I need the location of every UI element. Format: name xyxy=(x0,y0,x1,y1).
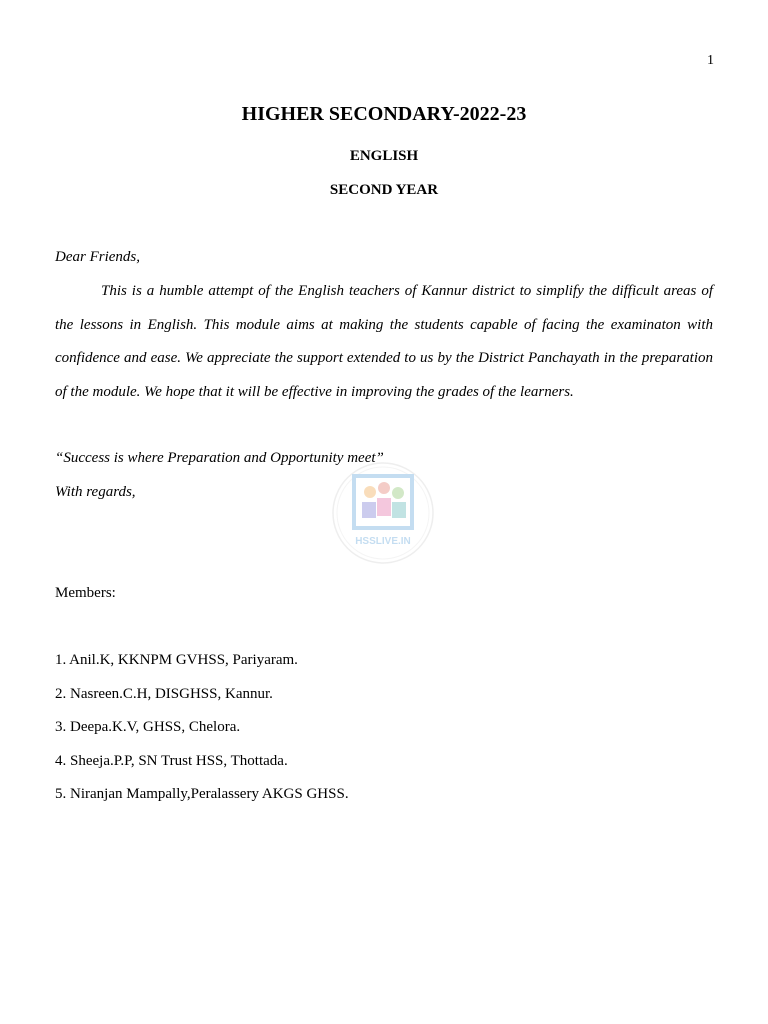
member-item: 1. Anil.K, KKNPM GVHSS, Pariyaram. xyxy=(55,652,298,668)
member-item: 4. Sheeja.P.P, SN Trust HSS, Thottada. xyxy=(55,752,288,769)
member-list xyxy=(55,644,349,812)
body-paragraph: This is a humble attempt of the English teachers of Kannur district to simplify the difficult areas of the lessons in English. This module aims at making the students capable of facing the examinaton with confidence and ease. We appreciate the support extended to us by the District Panchayath in the preparation of the module. We hope that it will be effective in improving the grades of the learners. xyxy=(55,283,713,400)
page-number: 1 xyxy=(707,53,714,68)
members-heading: Members: xyxy=(55,585,116,601)
svg-text:HSSLIVE.IN: HSSLIVE.IN xyxy=(355,536,411,547)
greeting: Dear Friends, xyxy=(55,249,140,265)
year-heading: SECOND YEAR xyxy=(329,182,439,198)
hsslive-logo-icon xyxy=(326,462,440,564)
sign-off: With regards, xyxy=(55,484,136,500)
member-item: 5. Niranjan Mampally,Peralassery AKGS GHSS. xyxy=(55,786,349,803)
member-item: 2. Nasreen.C.H, DISGHSS, Kannur. xyxy=(55,685,273,702)
subject-heading: ENGLISH xyxy=(349,148,419,164)
member-item: 3. Deepa.K.V, GHSS, Chelora. xyxy=(55,719,241,736)
quote: “Success is where Preparation and Opportunity meet” xyxy=(55,450,384,466)
document-title: HIGHER SECONDARY-2022-23 xyxy=(241,103,527,125)
